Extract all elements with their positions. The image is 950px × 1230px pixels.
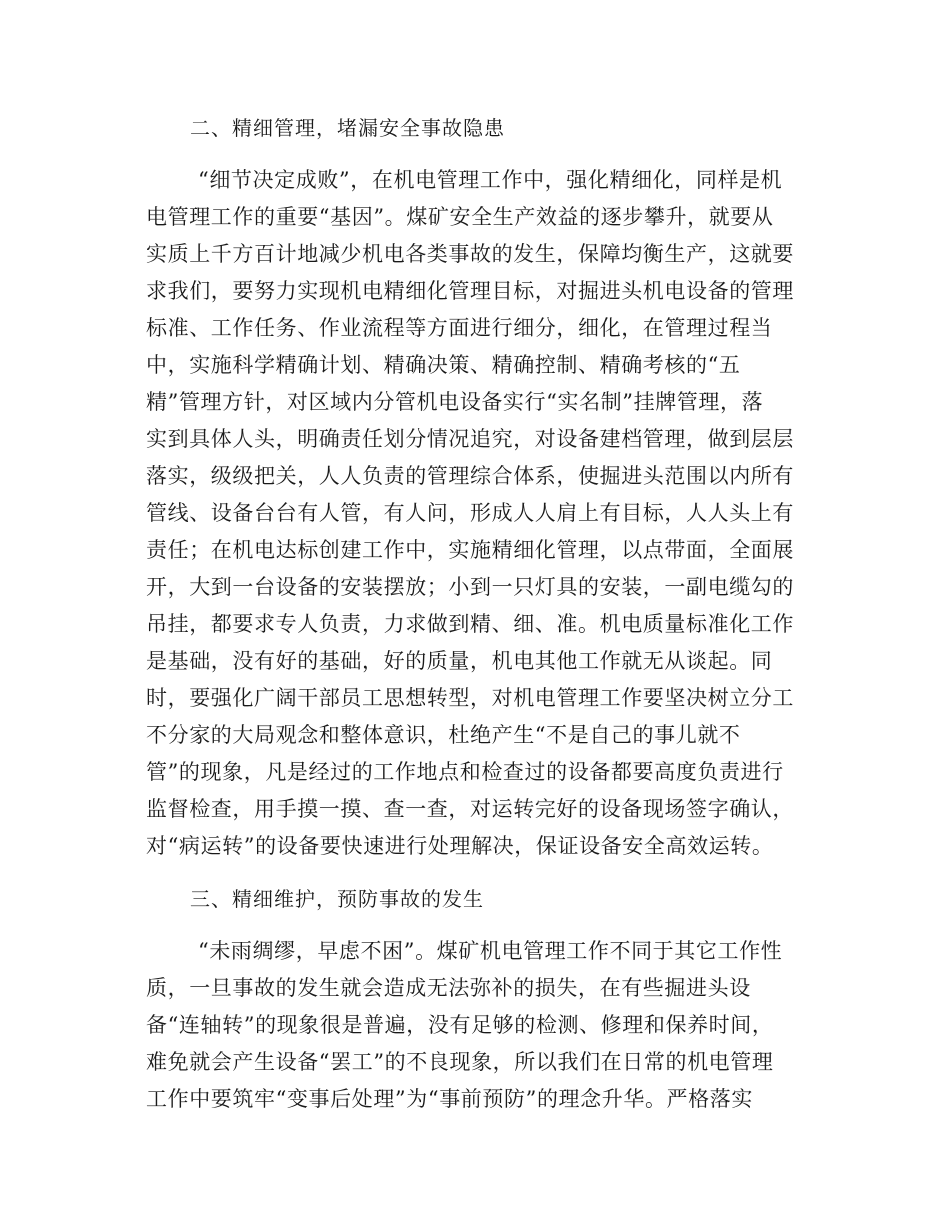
paragraph-line: 难免就会产生设备“罢工”的不良现象，所以我们在日常的机电管理: [146, 1050, 774, 1074]
paragraph-line: 落实，级级把关，人人负责的管理综合体系，使掘进头范围以内所有: [146, 464, 794, 488]
paragraph-line: 管线、设备台台有人管，有人问，形成人人肩上有目标，人人头上有: [146, 501, 794, 525]
paragraph-line: 中，实施科学精确计划、精确决策、精确控制、精确考核的“五: [146, 353, 741, 377]
paragraph-line: 吊挂，都要求专人负责，力求做到精、细、准。机电质量标准化工作: [146, 612, 794, 636]
paragraph-line: 实质上千方百计地减少机电各类事故的发生，保障均衡生产，这就要: [146, 242, 794, 266]
paragraph-line: 是基础，没有好的基础，好的质量，机电其他工作就无从谈起。同: [146, 649, 773, 673]
section-heading-2: 二、精细管理，堵漏安全事故隐患: [190, 116, 505, 140]
paragraph-line: 责任；在机电达标创建工作中，实施精细化管理，以点带面，全面展: [146, 538, 794, 562]
paragraph-line: 电管理工作的重要“基因”。煤矿安全生产效益的逐步攀升，就要从: [146, 205, 774, 229]
paragraph-line: 对“病运转”的设备要快速进行处理解决，保证设备安全高效运转。: [146, 834, 774, 858]
paragraph-line: 开，大到一台设备的安装摆放；小到一只灯具的安装，一副电缆勾的: [146, 575, 794, 599]
paragraph-line: 备“连轴转”的现象很是普遍，没有足够的检测、修理和保养时间，: [146, 1013, 774, 1037]
paragraph-line: “未雨绸缪，早虑不困”。煤矿机电管理工作不同于其它工作性: [198, 939, 783, 963]
section-heading-3: 三、精细维护，预防事故的发生: [190, 887, 484, 911]
paragraph-line: 质，一旦事故的发生就会造成无法弥补的损失，在有些掘进头设: [146, 976, 751, 1000]
paragraph-line: 精”管理方针，对区域内分管机电设备实行“实名制”挂牌管理，落: [146, 390, 764, 414]
paragraph-line: 不分家的大局观念和整体意识，杜绝产生“不是自己的事儿就不: [146, 723, 741, 747]
paragraph-line: 求我们，要努力实现机电精细化管理目标，对掘进头机电设备的管理: [146, 279, 794, 303]
paragraph-line: “细节决定成败”，在机电管理工作中，强化精细化，同样是机: [198, 168, 783, 192]
paragraph-line: 管”的现象，凡是经过的工作地点和检查过的设备都要高度负责进行: [146, 760, 784, 784]
paragraph-line: 实到具体人头，明确责任划分情况追究，对设备建档管理，做到层层: [146, 427, 794, 451]
paragraph-line: 监督检查，用手摸一摸、查一查，对运转完好的设备现场签字确认，: [146, 797, 794, 821]
paragraph-line: 时，要强化广阔干部员工思想转型，对机电管理工作要坚决树立分工: [146, 686, 794, 710]
paragraph-line: 工作中要筑牢“变事后处理”为“事前预防”的理念升华。严格落实: [146, 1087, 753, 1111]
paragraph-line: 标准、工作任务、作业流程等方面进行细分，细化，在管理过程当: [146, 316, 773, 340]
